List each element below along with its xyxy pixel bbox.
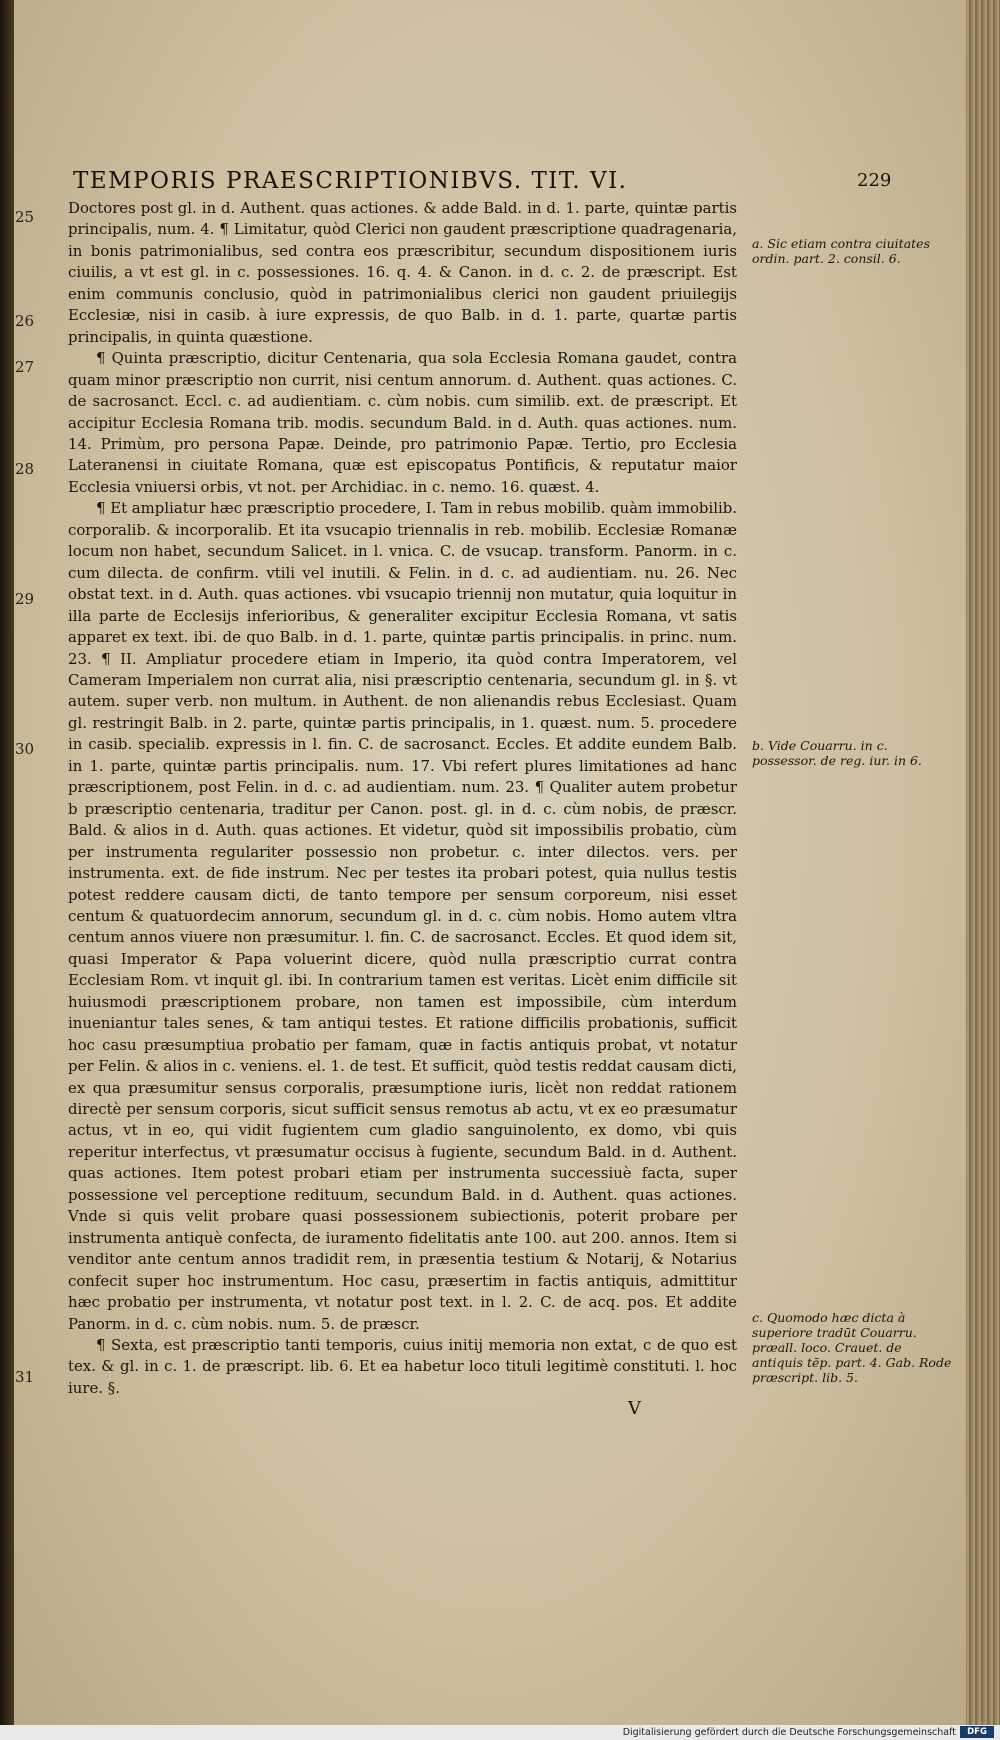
side-note-b: b. Vide Couarru. in c. possessor. de reg. iur. in 6. [752, 738, 922, 768]
footer-credit: Digitalisierung gefördert durch die Deutsche Forschungsgemeinschaft [622, 1727, 956, 1738]
margin-number-31: 31 [15, 1368, 35, 1386]
catchword: V [628, 1398, 641, 1419]
page-number: 229 [857, 170, 892, 191]
margin-number-30: 30 [15, 740, 35, 758]
margin-number-28: 28 [15, 460, 35, 478]
running-head: TEMPORIS PRAESCRIPTIONIBVS. TIT. VI. [73, 168, 628, 194]
margin-number-25: 25 [15, 208, 35, 226]
paragraph: ¶ Et ampliatur hæc præscriptio procedere, I. Tam in rebus mobilib. quàm immobilib. corporalib. & incorporalib. Et ita vsucapio triennalis in reb. mobilib. Ecclesiæ Romanæ locum non habet, secundum Salicet. in l. vnica. C. de vsucap. transform. Panorm. in c. cum dilecta. de confirm. vtili vel inutili. & Felin. in d. c. ad audientiam. nu. 26. Nec obstat text. in d. Auth. quas actiones. vbi vsucapio triennij non mutatur, quia loquitur in illa parte de Ecclesijs inferioribus, & generaliter excipitur Ecclesia Romana, vt satis apparet ex text. ibi. de quo Balb. in d. 1. parte, quintæ partis principalis. in princ. num. 23. ¶ II. Ampliatur procedere etiam in Imperio, ita quòd contra Imperatorem, vel Cameram Imperialem non currat alia, nisi præscriptio centenaria, secundum gl. in §. vt autem. super verb. non multum. in Authent. de non alienandis rebus Ecclesiast. Quam gl. restringit Balb. in 2. parte, quintæ partis principalis, in 1. quæst. num. 5. procedere in casib. specialib. expressis in l. fin. C. de sacrosanct. Eccles. Et addite eundem Balb. in 1. parte, quintæ partis principalis. num. 17. Vbi refert plures limitationes ad hanc præscriptionem, post Felin. in d. c. ad audientiam. num. 23. ¶ Qualiter autem probetur b præscriptio centenaria, traditur per Canon. post. gl. in d. c. cùm nobis, de præscr. Bald. & alios in d. Auth. quas actiones. Et videtur, quòd sit impossibilis probatio, cùm per instrumenta regulariter possessio non probetur. c. inter dilectos. vers. per instrumenta. ext. de fide instrum. Nec per testes ita probari potest, quia nullus testis potest reddere causam dicti, de tanto tempore per sensum corporeum, nisi esset centum & quatuordecim annorum, secundum gl. in d. c. cùm nobis. Homo autem vltra centum annos viuere non præsumitur. l. fin. C. de sacrosanct. Eccles. Et quod idem sit, quasi Imperator & Papa voluerint dicere, quòd nulla præscriptio currat contra Ecclesiam Rom. vt inquit gl. ibi. In contrarium tamen est veritas. Licèt enim difficile sit huiusmodi præscriptionem probare, non tamen est impossibile, cùm interdum inueniantur tales senes, & tam antiqui testes. Et ratione difficilis probationis, sufficit hoc casu præsumptiua probatio per famam, quæ in factis antiquis probat, vt notatur per Felin. & alios in c. veniens. el. 1. de test. Et sufficit, quòd testis reddat causam dicti, ex qua præsumitur sensus corporalis, præsumptione iuris, licèt non reddat rationem directè per sensum corporis, sicut sufficit sensus remotus ab actu, vt ex eo præsumatur actus, vt in eo, qui vidit fugientem cum gladio sanguinolento, ex domo, vbi quis reperitur interfectus, vt præsumatur occisus à fugiente, secundum Bald. in d. Authent. quas actiones. Item potest probari etiam per instrumenta successiuè facta, super possessione vel perceptione redituum, secundum Bald. in d. Authent. quas actiones. Vnde si quis velit probare quasi possessionem subiectionis, poterit probare per instrumenta antiquè confecta, de iuramento fidelitatis ante 100. aut 200. annos. Item si venditor ante centum annos tradidit rem, in præsentia testium & Notarij, & Notarius confecit super hoc instrumentum. Hoc casu, præsertim in factis antiquis, admittitur hæc probatio per instrumenta, vt notatur post text. in l. 2. C. de acq. pos. Et addite Panorm. in d. c. cùm nobis. num. 5. de præscr. [68, 499, 737, 1333]
side-note-a: a. Sic etiam contra ciuitates ordin. part. 2. consil. 6. [752, 236, 930, 266]
main-text [68, 198, 737, 1399]
dfg-logo: DFG [960, 1726, 994, 1738]
book-spine-shadow [0, 0, 14, 1740]
paragraph: ¶ Quinta præscriptio, dicitur Centenaria, qua sola Ecclesia Romana gaudet, contra quam minor præscriptio non currit, nisi centum annorum. d. Authent. quas actiones. C. de sacrosanct. Eccl. c. ad audientiam. c. cùm nobis. cum similib. ext. de præscript. Et accipitur Ecclesia Romana trib. modis. secundum Bald. in d. Auth. quas actiones. num. 14. Primùm, pro persona Papæ. Deinde, pro patrimonio Papæ. Tertio, pro Ecclesia Lateranensi in ciuitate Romana, quæ est episcopatus Pontificis, & reputatur maior Ecclesia vniuersi orbis, vt not. per Archidiac. in c. nemo. 16. quæst. 4. [68, 349, 737, 496]
margin-number-27: 27 [15, 358, 35, 376]
margin-number-26: 26 [15, 312, 35, 330]
paragraph: ¶ Sexta, est præscriptio tanti temporis, cuius initij memoria non extat, c de quo est tex. & gl. in c. 1. de præscript. lib. 6. Et ea habetur loco tituli legitimè constituti. l. hoc iure. §. [68, 1336, 737, 1397]
side-note-c: c. Quomodo hæc dicta à superiore tradūt Couarru. præall. loco. Crauet. de antiquis tēp. part. 4. Gab. Rode præscript. lib. 5. [752, 1310, 952, 1385]
paragraph: Doctores post gl. in d. Authent. quas actiones. & adde Bald. in d. 1. parte, quintæ partis principalis, num. 4. ¶ Limitatur, quòd Clerici non gaudent præscriptione quadragenaria, in bonis patrimonialibus, sed contra eos præscribitur, secundum dispositionem iuris ciuilis, a vt est gl. in c. possessiones. 16. q. 4. & Canon. in d. c. 2. de præscript. Est enim communis conclusio, quòd in patrimonialibus clerici non gaudent priuilegijs Ecclesiæ, nisi in casib. à iure expressis, de quo Balb. in d. 1. parte, quartæ partis principalis, in quinta quæstione. [68, 199, 737, 346]
page-edges [966, 0, 1000, 1725]
margin-number-29: 29 [15, 590, 35, 608]
